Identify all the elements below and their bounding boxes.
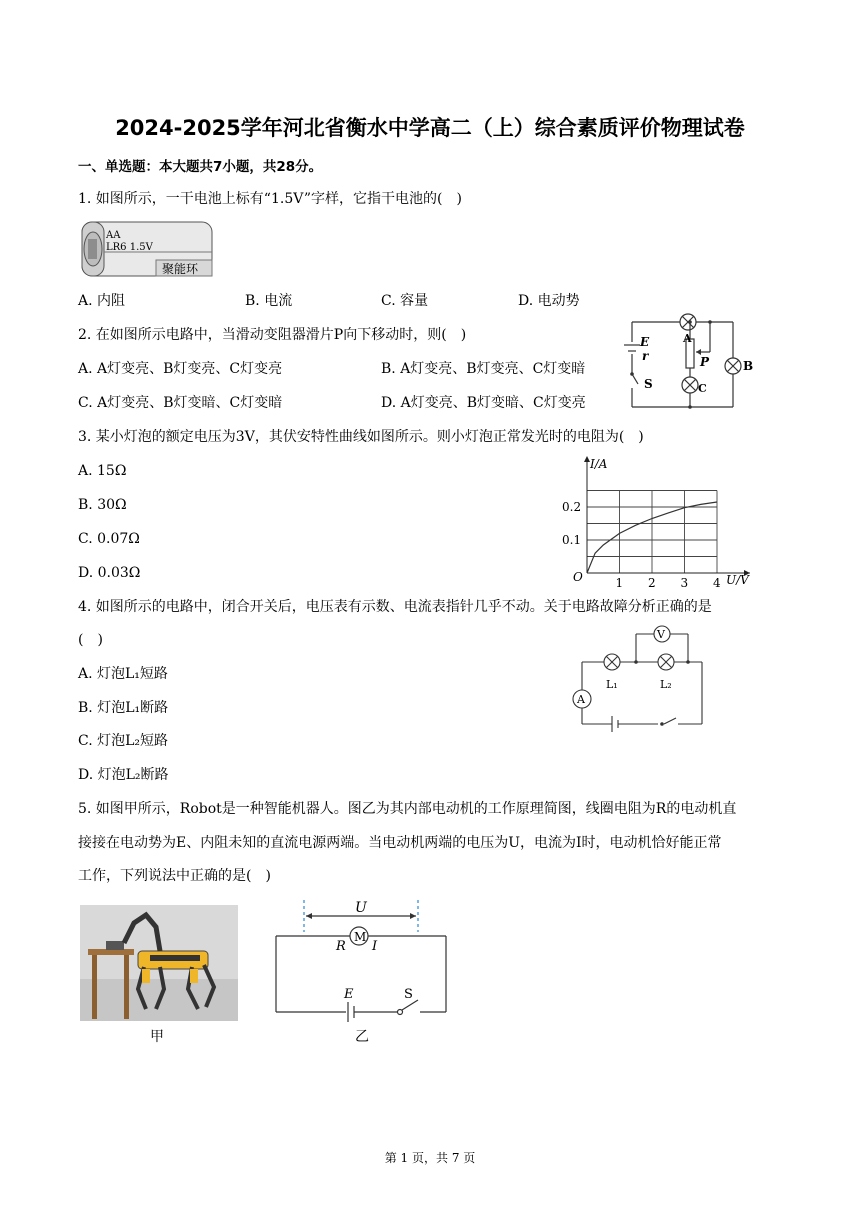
question-3-stem: 3. 某小灯泡的额定电压为3V，其伏安特性曲线如图所示。则小灯泡正常发光时的电阻为( ) — [78, 429, 644, 445]
q2-option-b: B. A灯变亮、B灯变亮、C灯变暗 — [381, 361, 586, 377]
label-a: A — [683, 332, 692, 345]
y-axis-label: I/A — [590, 457, 608, 471]
figure-yi-label: 乙 — [355, 1029, 369, 1045]
label-e: E — [344, 987, 354, 1002]
q3-option-c: C. 0.07Ω — [78, 531, 140, 547]
label-i: I — [372, 939, 378, 954]
label-p: P — [700, 355, 710, 369]
q1-option-a: A. 内阻 — [78, 293, 126, 309]
section-heading: 一、单选题：本大题共7小题，共28分。 — [78, 159, 323, 175]
label-motor: M — [354, 930, 367, 944]
x-tick-label: 1 — [615, 576, 624, 590]
label-r: R — [336, 939, 346, 954]
q2-option-d: D. A灯变亮、B灯变暗、C灯变亮 — [381, 395, 586, 411]
x-tick-label: 4 — [713, 576, 721, 590]
x-axis-label: U/V — [726, 573, 749, 587]
battery-figure — [78, 216, 218, 282]
page-title: 2024-2025学年河北省衡水中学高二（上）综合素质评价物理试卷 — [115, 116, 745, 140]
y-tick-label: 0.1 — [562, 533, 582, 547]
battery-label-voltage: LR6 1.5V — [106, 242, 153, 253]
x-tick-label: 3 — [680, 576, 689, 590]
label-e: E — [640, 335, 650, 349]
label-b: B — [743, 359, 754, 373]
figure-jia-label: 甲 — [150, 1029, 164, 1045]
robot-photo — [80, 905, 238, 1021]
ammeter-label: A — [577, 693, 585, 706]
q3-option-a: A. 15Ω — [78, 463, 127, 479]
circuit-figure-q2 — [620, 312, 760, 414]
battery-label-aa: AA — [106, 230, 121, 241]
question-5-stem-2: 接接在电动势为E、内阻未知的直流电源两端。当电动机两端的电压为U，电流为I时，电动机恰好能正常 — [78, 835, 722, 851]
question-5-stem-3: 工作，下列说法中正确的是( ) — [78, 868, 271, 884]
circuit-figure-q4 — [566, 620, 716, 738]
page-footer: 第 1 页，共 7 页 — [384, 1151, 476, 1165]
q4-option-b: B. 灯泡L₁断路 — [78, 700, 169, 716]
question-5-stem: 5. 如图甲所示，Robot是一种智能机器人。图乙为其内部电动机的工作原理简图，线圈电阻为R的电动机直 — [78, 801, 737, 817]
question-1-stem: 1. 如图所示，一干电池上标有“1.5V”字样，它指干电池的( ) — [78, 191, 462, 207]
label-r: r — [642, 349, 649, 363]
question-2-stem: 2. 在如图所示电路中，当滑动变阻器滑片P向下移动时，则( ) — [78, 327, 467, 343]
battery-label-ring: 聚能环 — [162, 262, 199, 276]
q4-option-a: A. 灯泡L₁短路 — [78, 666, 168, 682]
label-u: U — [355, 900, 367, 916]
lamp-l2-label: L₂ — [660, 678, 672, 691]
voltmeter-label: V — [657, 628, 665, 641]
lamp-l1-label: L₁ — [606, 678, 618, 691]
label-s: S — [644, 377, 653, 391]
q2-option-a: A. A灯变亮、B灯变亮、C灯变亮 — [78, 361, 283, 377]
q2-option-c: C. A灯变亮、B灯变暗、C灯变暗 — [78, 395, 283, 411]
q1-option-d: D. 电动势 — [518, 293, 580, 309]
q3-option-d: D. 0.03Ω — [78, 565, 141, 581]
motor-circuit-figure — [270, 896, 455, 1026]
q3-option-b: B. 30Ω — [78, 497, 127, 513]
q1-option-b: B. 电流 — [245, 293, 293, 309]
label-s: S — [404, 987, 413, 1002]
label-c: C — [698, 382, 707, 395]
question-4-stem: 4. 如图所示的电路中，闭合开关后，电压表有示数、电流表指针几乎不动。关于电路故障分析正确的是 — [78, 599, 712, 615]
q4-option-c: C. 灯泡L₂短路 — [78, 733, 169, 749]
question-4-stem-2: ( ) — [78, 632, 103, 648]
q1-option-c: C. 容量 — [381, 293, 429, 309]
q4-option-d: D. 灯泡L₂断路 — [78, 767, 169, 783]
origin-label: O — [573, 570, 583, 584]
y-tick-label: 0.2 — [562, 500, 582, 514]
x-tick-label: 2 — [648, 576, 656, 590]
iv-curve-chart — [560, 450, 760, 590]
